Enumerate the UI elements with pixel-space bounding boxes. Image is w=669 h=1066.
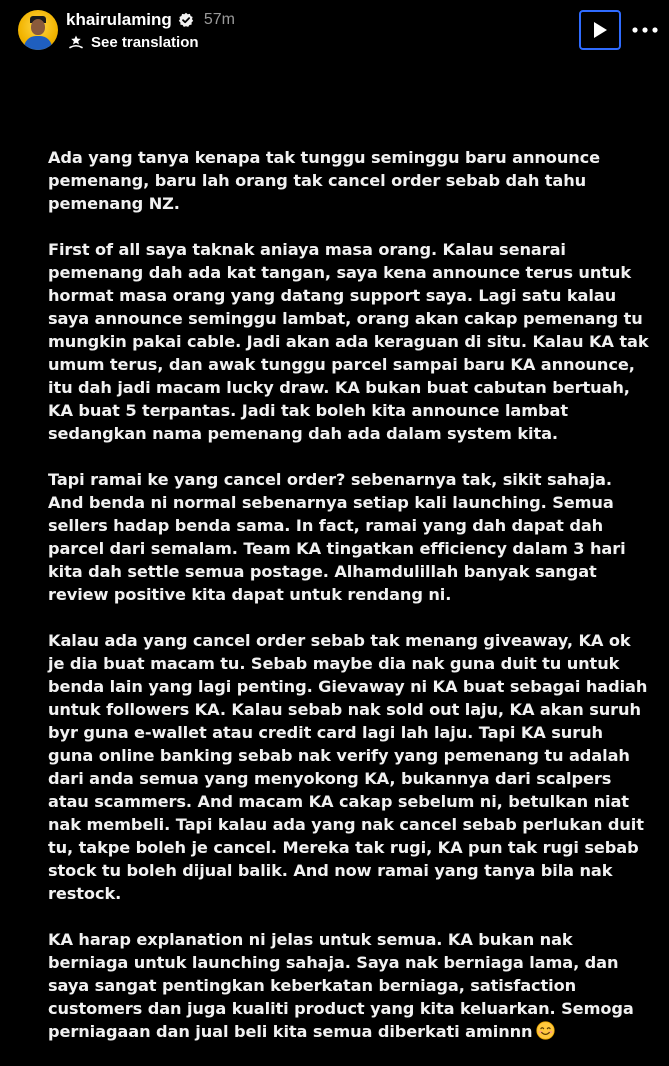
username-row: [66, 10, 235, 30]
text-line: benda lain yang lagi penting. Gievaway ni KA buat sebagai hadiah: [48, 677, 648, 696]
post-paragraph-5: [48, 928, 658, 1043]
text-line: pemenang dah ada kat tangan, saya kena announce terus untuk: [48, 263, 631, 282]
text-line: pemenang, baru lah orang tak cancel order sebab dah tahu: [48, 171, 587, 190]
post-paragraph-2: [48, 238, 658, 445]
profile-avatar[interactable]: [18, 10, 58, 50]
text-line: customers dan juga kualiti product yang kita keluarkan. Semoga: [48, 999, 634, 1018]
text-line: sedangkan nama pemenang dah ada dalam system kita.: [48, 424, 558, 443]
text-line: KA harap explanation ni jelas untuk semua. KA bukan nak: [48, 930, 573, 949]
text-line: je dia buat macam tu. Sebab maybe dia nak guna duit tu untuk: [48, 654, 620, 673]
post-paragraph-1: [48, 146, 658, 215]
see-translation-label: See translation: [91, 33, 199, 51]
text-line: mungkin pakai cable. Jadi akan ada keraguan di situ. Kalau KA tak: [48, 332, 649, 351]
text-line: kita dah settle semua postage. Alhamdulillah banyak sangat: [48, 562, 597, 581]
text-line: berniaga untuk launching sahaja. Saya nak berniaga lama, dan: [48, 953, 619, 972]
text-line: umum terus, dan awak tunggu parcel sampai baru KA announce,: [48, 355, 635, 374]
text-line: pemenang NZ.: [48, 194, 180, 213]
text-line-with-emoji: [48, 1020, 658, 1043]
verified-badge-icon: [178, 12, 194, 28]
text-line: And benda ni normal sebenarnya setiap kali launching. Semua: [48, 493, 614, 512]
text-line: restock.: [48, 884, 122, 903]
text-line: review positive kita dapat untuk rendang ni.: [48, 585, 452, 604]
text-line: Tapi ramai ke yang cancel order? sebenarnya tak, sikit sahaja.: [48, 470, 612, 489]
text-line: KA buat 5 terpantas. Jadi tak boleh kita announce lambat: [48, 401, 568, 420]
more-horizontal-icon: [632, 27, 658, 33]
text-line: sellers hadap benda sama. In fact, ramai yang dah dapat dah: [48, 516, 604, 535]
text-line: Kalau ada yang cancel order sebab tak menang giveaway, KA ok: [48, 631, 631, 650]
text-line: Ada yang tanya kenapa tak tunggu seminggu baru announce: [48, 148, 601, 167]
text-line: guna online banking sebab nak verify yang pemenang tu adalah: [48, 746, 630, 765]
text-line: nak membeli. Tapi kalau ada yang nak cancel sebab perlukan duit: [48, 815, 644, 834]
avatar-body-shape: [24, 36, 52, 50]
play-button[interactable]: [579, 10, 621, 50]
play-icon: [591, 20, 609, 40]
text-line: atau scammers. And macam KA cakap sebelum ni, betulkan niat: [48, 792, 629, 811]
text-line: saya announce seminggu lambat, orang akan cakap pemenang tu: [48, 309, 643, 328]
text-line: parcel dari semalam. Team KA tingatkan efficiency dalam 3 hari: [48, 539, 626, 558]
post-time: 57m: [203, 11, 235, 28]
text-line: First of all saya taknak aniaya masa orang. Kalau senarai: [48, 240, 566, 259]
text-line: saya sangat pentingkan keberkatan berniaga, satisfaction: [48, 976, 577, 995]
text-line: byr guna e-wallet atau credit card lagi lah laju. Tapi KA suruh: [48, 723, 603, 742]
text-line: perniagaan dan jual beli kita semua diberkati aminnn: [48, 1022, 533, 1041]
post-text: [48, 146, 658, 1066]
username-link[interactable]: khairulaming: [66, 10, 172, 29]
text-line: untuk followers KA. Kalau sebab nak sold out laju, KA akan suruh: [48, 700, 641, 719]
globe-icon: [68, 34, 84, 50]
more-options-button[interactable]: [630, 18, 660, 42]
text-line: itu dah jadi macam lucky draw. KA bukan buat cabutan bertuah,: [48, 378, 630, 397]
see-translation-button[interactable]: [68, 33, 199, 51]
text-line: stock tu boleh dijual balik. And now ramai yang tanya bila nak: [48, 861, 613, 880]
avatar-face-shape: [31, 19, 45, 35]
post-paragraph-4: [48, 629, 658, 905]
text-line: dari anda semua yang menyokong KA, bukannya dari scalpers: [48, 769, 612, 788]
text-line: hormat masa orang yang datang support saya. Lagi satu kalau: [48, 286, 617, 305]
text-line: tu, takpe boleh je cancel. Mereka tak rugi, KA pun tak rugi sebab: [48, 838, 639, 857]
post-header: [0, 0, 669, 64]
post-paragraph-3: [48, 468, 658, 606]
